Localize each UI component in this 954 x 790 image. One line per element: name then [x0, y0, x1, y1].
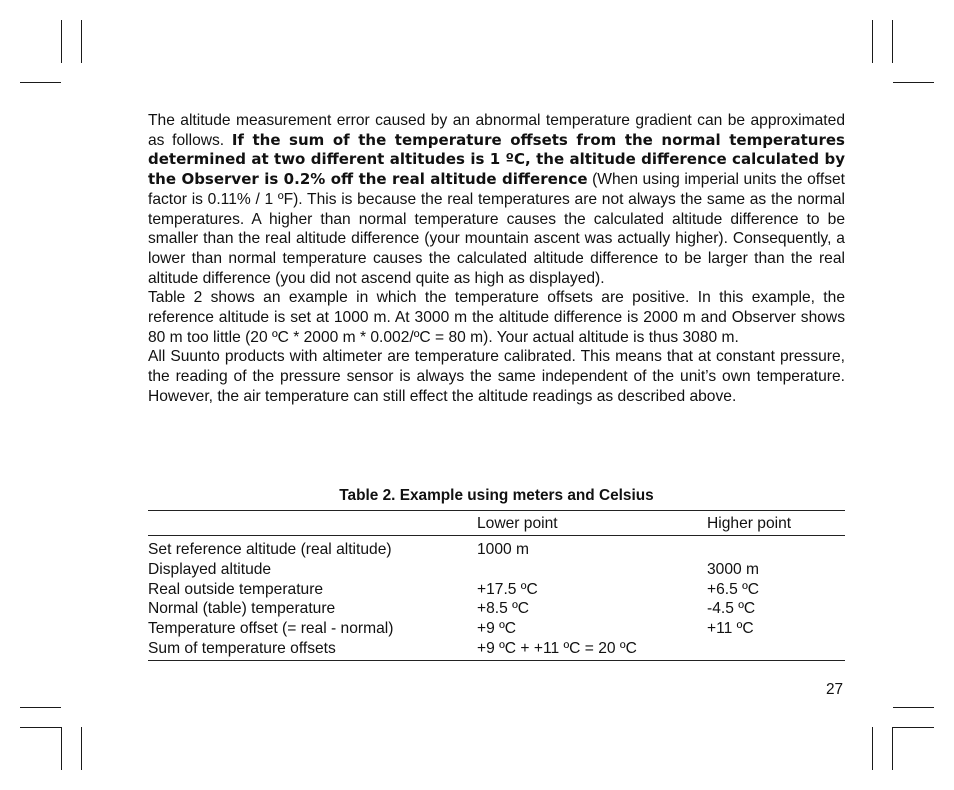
header-cell: Lower point [477, 515, 558, 532]
table-cell: 1000 m [477, 541, 530, 558]
table-bottom-rule [148, 660, 845, 661]
table-row [148, 600, 845, 620]
table-header-rule [148, 535, 845, 536]
table-row [148, 561, 845, 581]
table-cell: -4.5 ºC [707, 600, 756, 618]
table-cell: +8.5 ºC [477, 600, 530, 618]
paragraph-1 [148, 111, 845, 288]
paragraph-3: All Suunto products with altimeter are temperature calibrated. This means that at constant pressure, the reading of the pressure sensor is always the same independent of the unit’s own temperature. However, the air temperature can still effect the altitude readings as described above. [148, 348, 845, 405]
body-text [148, 111, 845, 407]
table-header-row [148, 511, 845, 535]
table-cell: Normal (table) temperature [148, 600, 336, 618]
header-cell: Higher point [707, 515, 792, 532]
table-cell: +17.5 ºC [477, 580, 538, 598]
page-number: 27 [826, 681, 844, 698]
table-cell: Temperature offset (= real - normal) [148, 620, 394, 638]
table-cell: Set reference altitude (real altitude) [148, 541, 392, 558]
paragraph-1-bold: If the sum of the temperature offsets from the normal temperatures determined at two different altitudes is 1 ºC, the altitude difference calculated by the Observer is 0.2% off the real altitude difference [148, 130, 845, 189]
table-cell: Displayed altitude [148, 560, 272, 578]
table-cell: Real outside temperature [148, 580, 324, 598]
paragraph-2: Table 2 shows an example in which the temperature offsets are positive. In this example, the reference altitude is set at 1000 m. At 3000 m the altitude difference is 2000 m and Observer shows 80 m too little (20 ºC * 2000 m * 0.002/ºC = 80 m). Your actual altitude is thus 3080 m. [148, 289, 845, 346]
table-row [148, 640, 845, 660]
paragraph-1-rest: (When using imperial units the offset factor is 0.11% / 1 ºF). This is because the real temperatures are not always the same as the normal temperatures. A higher than normal temperature causes the calculated altitude difference to be smaller than the real altitude difference (your mountain ascent was actually higher). Consequently, a lower than normal temperature causes the calculated altitude difference to be larger than the real altitude difference (you did not ascend quite as high as displayed). [148, 171, 845, 287]
paragraph-1-intro: The altitude measurement error caused by an abnormal temperature gradient can be approximated as follows. [148, 112, 845, 149]
table-cell: 3000 m [707, 560, 760, 578]
table-row [148, 620, 845, 640]
table-cell: +11 ºC [707, 620, 754, 638]
table-cell: +9 ºC + +11 ºC = 20 ºC [477, 639, 637, 657]
table-row [148, 541, 845, 561]
data-table [148, 510, 845, 661]
table-cell: +9 ºC [477, 620, 517, 638]
table-cell: +6.5 ºC [707, 580, 760, 598]
table-cell: Sum of temperature offsets [148, 639, 336, 657]
table-caption: Table 2. Example using meters and Celsius [339, 487, 654, 504]
table-row [148, 581, 845, 601]
